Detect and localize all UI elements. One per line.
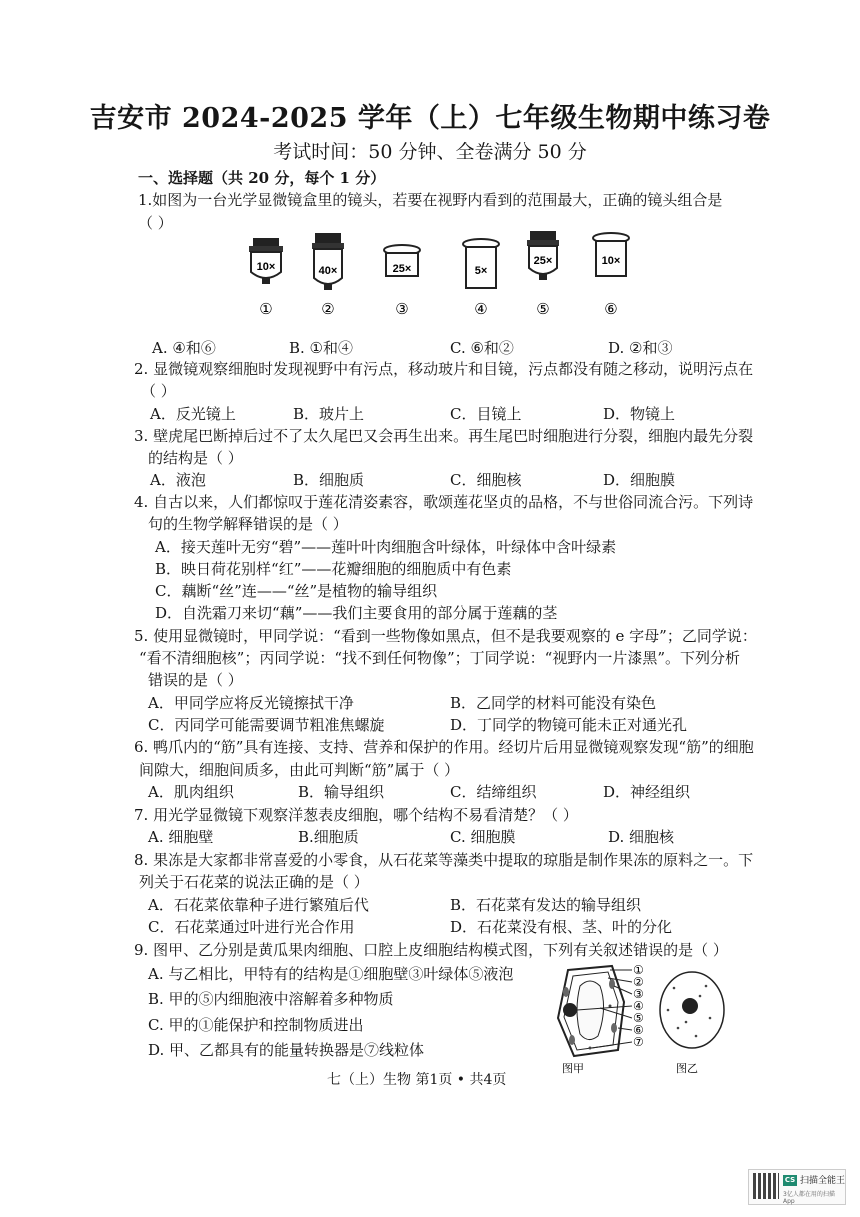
q5-stem-2: “看不清细胞核”；丙同学说：“找不到任何物像”；丁同学说：“视野内一片漆黑”。下列分析	[139, 649, 741, 667]
q8-option-a: A．石花菜依靠种子进行繁殖后代	[148, 896, 369, 914]
q1-option-c: C. ⑥和②	[450, 339, 514, 357]
q8-option-c: C．石花菜通过叶进行光合作用	[148, 918, 355, 936]
q9-option-b: B. 甲的⑤内细胞液中溶解着多种物质	[148, 990, 394, 1008]
lens-1	[249, 238, 283, 318]
q2-option-b: B．玻片上	[293, 405, 365, 423]
lens-1-num: ①	[259, 300, 273, 318]
lens-3-mark: 25×	[392, 263, 412, 275]
lens-6-num: ⑥	[604, 300, 618, 318]
q9-stem: 9. 图甲、乙分别是黄瓜果肉细胞、口腔上皮细胞结构模式图，下列有关叙述错误的是（ ）	[134, 941, 728, 959]
q5-stem: 5. 使用显微镜时，甲同学说：“看到一些物像如黑点，但不是我要观察的 e 字母”；乙同学说：	[134, 627, 757, 645]
q8-stem-2: 列关于石花菜的说法正确的是（ ）	[139, 873, 369, 891]
lens-2-num: ②	[321, 300, 335, 318]
fig-label-6: ⑥	[633, 1023, 644, 1037]
lens-3	[384, 245, 420, 318]
lens-5	[527, 231, 559, 318]
q4-option-d: D．自洗霜刀来切“藕”——我们主要食用的部分属于莲藕的茎	[155, 604, 558, 622]
q4-option-b: B．映日荷花别样“红”——花瓣细胞的细胞质中有色素	[155, 560, 512, 578]
q8-option-b: B．石花菜有发达的输导组织	[450, 896, 642, 914]
qr-code-icon	[753, 1173, 779, 1199]
fig-label-2: ②	[633, 975, 644, 989]
lens-6-mark: 10×	[601, 255, 621, 267]
q6-option-d: D．神经组织	[603, 783, 691, 801]
q4-stem-2: 句的生物学解释错误的是（ ）	[148, 515, 348, 533]
q5-stem-3: 错误的是（ ）	[148, 671, 243, 689]
q3-option-a: A．液泡	[150, 471, 206, 489]
q3-option-c: C．细胞核	[450, 471, 522, 489]
lens-figure	[240, 228, 650, 328]
q5-option-d: D．丁同学的物镜可能未正对通光孔	[450, 716, 688, 734]
q5-option-a: A．甲同学应将反光镜擦拭干净	[148, 694, 354, 712]
q7-option-c: C. 细胞膜	[450, 828, 516, 846]
q6-stem: 6. 鸭爪内的“筋”具有连接、支持、营养和保护的作用。经切片后用显微镜观察发现“筋”的细胞	[134, 738, 754, 756]
q3-option-d: D．细胞膜	[603, 471, 676, 489]
animal-cell	[660, 972, 724, 1048]
page-footer: 七（上）生物 第1页 • 共4页	[327, 1072, 507, 1088]
fig-label-5: ⑤	[633, 1011, 644, 1025]
cell-diagram	[540, 958, 740, 1076]
fig-label-3: ③	[633, 987, 644, 1001]
q1-option-d: D. ②和③	[608, 339, 673, 357]
q8-option-d: D．石花菜没有根、茎、叶的分化	[450, 918, 673, 936]
q2-option-a: A．反光镜上	[150, 405, 236, 423]
q7-option-d: D. 细胞核	[608, 828, 675, 846]
q2-option-c: C．目镜上	[450, 405, 522, 423]
lens-5-num: ⑤	[536, 300, 550, 318]
q1-option-b: B. ①和④	[289, 339, 354, 357]
q2-stem: 2. 显微镜观察细胞时发现视野中有污点，移动玻片和目镜，污点都没有随之移动，说明污点在	[134, 360, 754, 378]
cs-logo: CS	[784, 1176, 796, 1184]
scanner-slogan: 3亿人都在用的扫描App	[783, 1191, 835, 1205]
lens-5-mark: 25×	[533, 255, 553, 267]
q6-option-c: C．结缔组织	[450, 783, 537, 801]
lens-1-mark: 10×	[256, 261, 276, 273]
q4-stem: 4. 自古以来，人们都惊叹于莲花清姿素容，歌颂莲花坚贞的品格，不与世俗同流合污。下列诗	[134, 493, 754, 511]
q7-stem: 7. 用光学显微镜下观察洋葱表皮细胞，哪个结构不易看清楚？（ ）	[134, 806, 578, 824]
exam-info: 考试时间：50 分钟、全卷满分 50 分	[273, 141, 587, 163]
section-heading: 一、选择题（共 20 分，每个 1 分）	[138, 169, 386, 187]
q7-option-b: B.细胞质	[298, 828, 359, 846]
q8-stem: 8. 果冻是大家都非常喜爱的小零食，从石花菜等藻类中提取的琼脂是制作果冻的原料之一。下	[134, 851, 754, 869]
fig-caption-a: 图甲	[562, 1062, 584, 1075]
q7-option-a: A. 细胞壁	[148, 828, 214, 846]
q1-option-a: A. ④和⑥	[152, 339, 216, 357]
lens-6	[593, 233, 629, 318]
q9-option-a: A. 与乙相比，甲特有的结构是①细胞壁③叶绿体⑤液泡	[148, 965, 514, 983]
fig-label-7: ⑦	[633, 1035, 644, 1049]
q3-option-b: B．细胞质	[293, 471, 365, 489]
q5-option-c: C．丙同学可能需要调节粗准焦螺旋	[148, 716, 385, 734]
q2-option-d: D．物镜上	[603, 405, 676, 423]
q1-stem: 1.如图为一台光学显微镜盒里的镜头，若要在视野内看到的范围最大，正确的镜头组合是	[138, 191, 723, 209]
q2-bracket: （ ）	[141, 382, 176, 400]
lens-4-mark: 5×	[474, 265, 488, 277]
lens-4	[463, 239, 499, 318]
fig-caption-b: 图乙	[676, 1062, 698, 1075]
page-title: 吉安市 2024-2025 学年（上）七年级生物期中练习卷	[89, 103, 771, 134]
scanner-name: 扫描全能王	[800, 1176, 846, 1186]
scanner-watermark	[748, 1169, 846, 1205]
q1-bracket: （ ）	[138, 214, 173, 232]
q9-option-c: C. 甲的①能保护和控制物质进出	[148, 1016, 364, 1034]
lens-4-num: ④	[474, 300, 488, 318]
q5-option-b: B．乙同学的材料可能没有染色	[450, 694, 657, 712]
q6-option-b: B．输导组织	[298, 783, 385, 801]
q9-option-d: D. 甲、乙都具有的能量转换器是⑦线粒体	[148, 1041, 425, 1059]
fig-label-4: ④	[633, 999, 644, 1013]
q4-option-c: C．藕断“丝”连——“丝”是植物的输导组织	[155, 582, 438, 600]
q3-stem: 3. 壁虎尾巴断掉后过不了太久尾巴又会再生出来。再生尾巴时细胞进行分裂，细胞内最先分裂	[134, 427, 754, 445]
q6-stem-2: 间隙大，细胞间质多，由此可判断“筋”属于（ ）	[139, 761, 460, 779]
q6-option-a: A．肌肉组织	[148, 783, 234, 801]
lens-2	[312, 233, 344, 318]
lens-2-mark: 40×	[318, 265, 338, 277]
lens-3-num: ③	[395, 300, 409, 318]
fig-label-1: ①	[633, 963, 644, 977]
q4-option-a: A．接天莲叶无穷“碧”——莲叶叶肉细胞含叶绿体，叶绿体中含叶绿素	[155, 538, 617, 556]
q3-stem-2: 的结构是（ ）	[148, 449, 243, 467]
